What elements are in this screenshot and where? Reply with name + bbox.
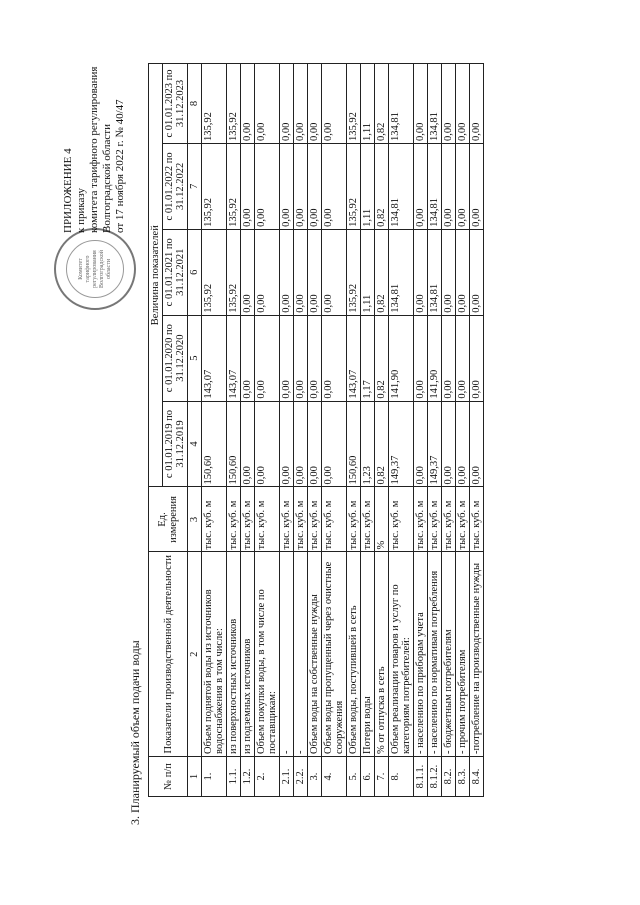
approval-line: к приказу: [75, 187, 87, 233]
row-unit: тыс. куб. м: [428, 487, 442, 552]
row-number: 8.1.1.: [414, 757, 428, 797]
table-row: [294, 64, 308, 797]
row-value: 0,00: [280, 64, 294, 144]
row-value: 1,11: [361, 229, 375, 315]
row-value: 0,00: [255, 229, 280, 315]
column-number: 8: [188, 64, 202, 144]
row-value: 0,00: [294, 315, 308, 401]
row-value: 135,92: [227, 64, 241, 144]
row-number: 1.: [202, 757, 227, 797]
row-value: 143,07: [202, 315, 227, 401]
row-value: 0,00: [414, 64, 428, 144]
row-value: 0,00: [322, 401, 347, 487]
row-value: 1,11: [361, 64, 375, 144]
row-unit: тыс. куб. м: [202, 487, 227, 552]
row-indicator: -потребление на производственные нужды: [470, 552, 484, 757]
row-value: 0,82: [375, 64, 389, 144]
table-row: [255, 64, 280, 797]
table-row: [322, 64, 347, 797]
row-value: 0,00: [442, 315, 456, 401]
table-row: [361, 64, 375, 797]
row-value: 0,00: [255, 64, 280, 144]
table-row: [241, 64, 255, 797]
column-number: 3: [188, 487, 202, 552]
row-value: 0,00: [414, 401, 428, 487]
approval-block: [62, 67, 127, 233]
row-value: 0,00: [442, 64, 456, 144]
row-number: 2.2.: [294, 757, 308, 797]
row-unit: тыс. куб. м: [347, 487, 361, 552]
row-value: 0,00: [456, 229, 470, 315]
row-value: 0,82: [375, 401, 389, 487]
row-value: 0,00: [414, 229, 428, 315]
row-value: 143,07: [227, 315, 241, 401]
approval-line: ПРИЛОЖЕНИЕ 4: [62, 148, 74, 233]
row-value: 134,81: [428, 229, 442, 315]
row-indicator: -: [294, 552, 308, 757]
row-number: 3.: [308, 757, 322, 797]
row-indicator: Объем воды на собственные нужды: [308, 552, 322, 757]
row-value: 150,60: [347, 401, 361, 487]
table-row: [456, 64, 470, 797]
row-value: 135,92: [227, 143, 241, 229]
official-seal: [54, 228, 136, 310]
row-unit: тыс. куб. м: [456, 487, 470, 552]
table-row: [375, 64, 389, 797]
row-indicator: из поверхностных источников: [227, 552, 241, 757]
table-row: [428, 64, 442, 797]
row-number: 2.1.: [280, 757, 294, 797]
row-value: 150,60: [227, 401, 241, 487]
row-number: 1.1.: [227, 757, 241, 797]
row-value: 0,00: [241, 229, 255, 315]
column-number: 5: [188, 315, 202, 401]
row-value: 0,00: [241, 143, 255, 229]
row-value: 0,00: [308, 229, 322, 315]
row-indicator: из подземных источников: [241, 552, 255, 757]
row-number: 4.: [322, 757, 347, 797]
row-number: 1.2.: [241, 757, 255, 797]
row-unit: %: [375, 487, 389, 552]
row-indicator: Потери воды: [361, 552, 375, 757]
row-value: 150,60: [202, 401, 227, 487]
approval-line: комитета тарифного регулирования: [88, 66, 100, 233]
row-value: 0,00: [470, 229, 484, 315]
row-value: 0,00: [308, 64, 322, 144]
column-number: 1: [188, 757, 202, 797]
row-value: 0,00: [414, 143, 428, 229]
row-unit: тыс. куб. м: [308, 487, 322, 552]
row-value: 1,17: [361, 315, 375, 401]
row-value: 1,11: [361, 143, 375, 229]
header-period: с 01.01.2020 по 31.12.2020: [163, 315, 188, 401]
row-value: 0,00: [308, 401, 322, 487]
row-value: 0,00: [442, 401, 456, 487]
row-value: 0,00: [241, 401, 255, 487]
header-period: с 01.01.2021 по 31.12.2021: [163, 229, 188, 315]
row-value: 134,81: [428, 143, 442, 229]
row-number: 8.4.: [470, 757, 484, 797]
row-value: 0,00: [322, 64, 347, 144]
approval-line: от 17 ноября 2022 г. № 40/47: [114, 99, 126, 233]
row-value: 141,90: [428, 315, 442, 401]
header-period: с 01.01.2019 по 31.12.2019: [163, 401, 188, 487]
row-unit: тыс. куб. м: [294, 487, 308, 552]
row-number: 8.2.: [442, 757, 456, 797]
row-value: 0,00: [442, 229, 456, 315]
row-value: 0,82: [375, 229, 389, 315]
row-indicator: Объем воды, поступившей в сеть: [347, 552, 361, 757]
row-unit: тыс. куб. м: [227, 487, 241, 552]
row-value: 143,07: [347, 315, 361, 401]
row-value: 0,00: [255, 143, 280, 229]
row-unit: тыс. куб. м: [361, 487, 375, 552]
row-value: 0,00: [308, 143, 322, 229]
row-indicator: Объем покупки воды, в том числе по поставщикам:: [255, 552, 280, 757]
row-value: 134,81: [389, 143, 414, 229]
row-value: 0,00: [470, 64, 484, 144]
column-number: 4: [188, 401, 202, 487]
table-row: [202, 64, 227, 797]
row-indicator: -: [280, 552, 294, 757]
row-value: 0,00: [414, 315, 428, 401]
row-unit: тыс. куб. м: [470, 487, 484, 552]
row-number: 6.: [361, 757, 375, 797]
row-unit: тыс. куб. м: [241, 487, 255, 552]
table-row: [442, 64, 456, 797]
section-title: 3. Планируемый объем подачи воды: [128, 640, 142, 825]
row-value: 134,81: [389, 64, 414, 144]
row-number: 7.: [375, 757, 389, 797]
table-row: [347, 64, 361, 797]
header-indicator: Показатели производственной деятельности: [149, 552, 188, 757]
row-value: 0,00: [470, 401, 484, 487]
row-value: 0,00: [456, 143, 470, 229]
row-number: 8.: [389, 757, 414, 797]
header-period: с 01.01.2023 по 31.12.2023: [163, 64, 188, 144]
row-value: 0,00: [470, 143, 484, 229]
row-indicator: - прочим потребителям: [456, 552, 470, 757]
row-indicator: Объем воды пропущенный через очистные сооружения: [322, 552, 347, 757]
table-row: [470, 64, 484, 797]
row-value: 0,00: [294, 229, 308, 315]
row-value: 0,00: [280, 143, 294, 229]
row-value: 0,00: [442, 143, 456, 229]
row-value: 0,00: [322, 229, 347, 315]
table-row: [227, 64, 241, 797]
row-value: 0,00: [308, 315, 322, 401]
column-number: 7: [188, 143, 202, 229]
header-period: с 01.01.2022 по 31.12.2022: [163, 143, 188, 229]
row-unit: тыс. куб. м: [442, 487, 456, 552]
row-indicator: Объем поднятой воды из источников водоснабжения в том числе:: [202, 552, 227, 757]
header-num: № п/п: [149, 757, 188, 797]
row-value: 0,00: [280, 229, 294, 315]
column-number: 2: [188, 552, 202, 757]
row-value: 0,00: [322, 315, 347, 401]
row-value: 149,37: [389, 401, 414, 487]
row-value: 1,23: [361, 401, 375, 487]
row-unit: тыс. куб. м: [280, 487, 294, 552]
row-value: 135,92: [347, 64, 361, 144]
row-unit: тыс. куб. м: [414, 487, 428, 552]
row-unit: тыс. куб. м: [389, 487, 414, 552]
row-value: 135,92: [202, 143, 227, 229]
row-value: 135,92: [347, 143, 361, 229]
column-number: 6: [188, 229, 202, 315]
row-value: 0,00: [322, 143, 347, 229]
row-value: 0,00: [294, 401, 308, 487]
row-indicator: - населению по нормативам потребления: [428, 552, 442, 757]
row-indicator: - населению по приборам учета: [414, 552, 428, 757]
row-value: 0,00: [456, 401, 470, 487]
header-unit: Ед. измерения: [149, 487, 188, 552]
row-number: 5.: [347, 757, 361, 797]
row-indicator: Объем реализации товаров и услуг по категориям потребителей:: [389, 552, 414, 757]
row-value: 0,00: [470, 315, 484, 401]
row-value: 0,82: [375, 143, 389, 229]
row-value: 0,00: [294, 64, 308, 144]
row-value: 149,37: [428, 401, 442, 487]
row-value: 0,00: [456, 315, 470, 401]
row-unit: тыс. куб. м: [255, 487, 280, 552]
table-row: [280, 64, 294, 797]
row-value: 0,00: [255, 315, 280, 401]
row-unit: тыс. куб. м: [322, 487, 347, 552]
row-value: 134,81: [389, 229, 414, 315]
row-value: 134,81: [428, 64, 442, 144]
row-indicator: % от отпуска в сеть: [375, 552, 389, 757]
row-value: 135,92: [347, 229, 361, 315]
row-value: 0,82: [375, 315, 389, 401]
water-supply-table: [148, 63, 484, 797]
header-group: Величина показателей: [149, 64, 163, 487]
row-value: 0,00: [255, 401, 280, 487]
row-value: 141,90: [389, 315, 414, 401]
table-row: [389, 64, 414, 797]
row-number: 8.3.: [456, 757, 470, 797]
approval-line: Волгоградской области: [101, 124, 113, 233]
row-number: 2.: [255, 757, 280, 797]
seal-text: Комитет тарифного регулирования Волгоградской области: [78, 250, 112, 288]
row-value: 0,00: [280, 401, 294, 487]
table-row: [414, 64, 428, 797]
row-value: 0,00: [241, 315, 255, 401]
row-value: 135,92: [202, 64, 227, 144]
table-row: [308, 64, 322, 797]
row-value: 0,00: [241, 64, 255, 144]
row-value: 135,92: [227, 229, 241, 315]
row-value: 0,00: [280, 315, 294, 401]
table-body: [202, 64, 484, 797]
row-value: 0,00: [294, 143, 308, 229]
row-number: 8.1.2.: [428, 757, 442, 797]
row-value: 135,92: [202, 229, 227, 315]
row-indicator: - бюджетным потребителям: [442, 552, 456, 757]
row-value: 0,00: [456, 64, 470, 144]
